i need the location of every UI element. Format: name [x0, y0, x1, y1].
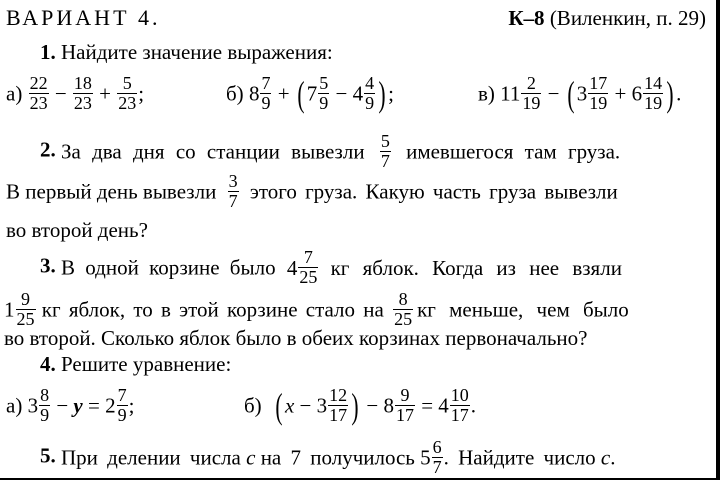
task-number: 4.: [40, 352, 56, 376]
denominator: 19: [589, 93, 608, 113]
variable-c: c: [600, 445, 611, 470]
denominator: 17: [450, 405, 469, 425]
fraction: [298, 248, 318, 287]
task3-line3: во второй. Сколько яблок было в обеих корзинах первоначально?: [4, 326, 588, 350]
task-text: Решите уравнение:: [61, 352, 232, 376]
fraction: [318, 74, 329, 113]
denominator: 23: [73, 93, 92, 113]
variable-x: x: [284, 393, 295, 418]
operator: −: [547, 81, 560, 106]
test-code: К–8: [508, 6, 545, 30]
denominator: 7: [432, 457, 442, 477]
denominator: 25: [16, 309, 35, 329]
operator: −: [335, 81, 348, 106]
fraction: [117, 386, 128, 425]
fraction: [39, 386, 50, 425]
numerator: 7: [117, 385, 127, 405]
item-label: б): [226, 81, 244, 106]
denominator: 25: [394, 309, 413, 329]
numerator: 5: [380, 131, 390, 151]
denominator: 9: [117, 405, 127, 425]
numerator: 5: [117, 74, 137, 94]
left-paren: (: [275, 385, 283, 426]
denominator: 23: [29, 93, 48, 113]
numerator: 3: [228, 171, 238, 191]
right-paren: ): [378, 73, 386, 114]
task-number: 2.: [40, 137, 56, 162]
denominator: 17: [395, 405, 414, 425]
fraction: [260, 74, 271, 113]
operator: −: [54, 81, 67, 106]
operator: +: [277, 81, 290, 106]
fraction: [643, 74, 663, 113]
operator: +: [99, 81, 112, 106]
variable-c: c: [246, 445, 256, 470]
task1-title: [40, 40, 333, 64]
denominator: 7: [228, 191, 238, 211]
task1-b: б) 8 $\frac{7}{9}$ + ( 7 $\frac{5}{9}$ − 4 $\frac{4}{9}$ ) ;: [226, 73, 394, 114]
numerator: 9: [395, 386, 415, 406]
denominator: 19: [644, 93, 663, 113]
header: [6, 6, 706, 30]
item-label: а): [6, 393, 23, 418]
numerator: 10: [450, 385, 469, 405]
denominator: 19: [522, 93, 541, 113]
task1-a: а) $\frac{22}{23}$ − $\frac{18}{23}$ + $\frac{5}{23}$ ;: [6, 73, 145, 113]
task2-line3: во второй день?: [6, 218, 148, 242]
denominator: 9: [365, 93, 375, 113]
task-number: 5.: [40, 443, 56, 468]
denominator: 25: [299, 267, 318, 287]
fraction: [395, 386, 415, 425]
fraction: [328, 386, 348, 425]
task4-a: а) 3 $\frac{8}{9}$ − y = 2 $\frac{7}{9}$ ;: [6, 385, 135, 425]
left-paren: (: [297, 73, 305, 114]
fraction: [29, 74, 49, 113]
fraction: [73, 74, 93, 113]
right-paren: ): [351, 385, 359, 426]
fraction: [228, 172, 239, 211]
numerator: 8: [40, 385, 50, 405]
right-paren: ): [666, 73, 674, 114]
numerator: 17: [589, 73, 608, 93]
denominator: 17: [329, 405, 348, 425]
task-number: 1.: [40, 40, 56, 64]
fraction: [450, 386, 470, 425]
numerator: 7: [298, 248, 318, 268]
variable-y: y: [73, 393, 83, 418]
fraction: [16, 290, 36, 329]
textbook-ref: (Виленкин, п. 29): [549, 6, 706, 30]
numerator: 22: [29, 73, 48, 93]
task-text: Найдите значение выражения:: [61, 40, 333, 64]
numerator: 14: [644, 73, 663, 93]
task-number: 3.: [40, 253, 56, 278]
numerator: 9: [16, 290, 36, 310]
fraction: [380, 132, 391, 171]
task2-line1: 2. За два дня со станции вывезли $\frac{5}{7}$ имевшегося там груза.: [40, 131, 621, 171]
item-label: б): [244, 393, 262, 418]
denominator: 9: [40, 405, 50, 425]
fraction: [364, 74, 375, 113]
task4-b: б) ( x − 3 $\frac{12}{17}$ ) − 8 $\frac{9}{17}$ = 4 $\frac{10}{17}$ .: [244, 385, 477, 426]
numerator: 8: [393, 290, 413, 310]
task3-line2: 1 $\frac{9}{25}$ кг яблок, то в этой корзине стало на $\frac{8}{25}$ кг меньше, чем было: [4, 289, 629, 329]
numerator: 12: [329, 385, 348, 405]
fraction: [432, 438, 443, 477]
task1-c: в) 11 $\frac{2}{19}$ − ( 3 $\frac{17}{19}$ + 6 $\frac{14}{19}$ ) .: [478, 73, 682, 114]
fraction: [393, 290, 413, 329]
task5: 5. При делении числа c на 7 получилось 5 $\frac{6}{7}$ . Найдите число c.: [40, 437, 616, 477]
denominator: 9: [261, 93, 271, 113]
header-source: [508, 6, 706, 30]
numerator: 2: [521, 74, 541, 94]
fraction: [117, 74, 137, 113]
numerator: 7: [261, 73, 271, 93]
item-label: а): [6, 81, 23, 106]
left-paren: (: [567, 73, 575, 114]
denominator: 23: [118, 93, 137, 113]
numerator: 4: [365, 73, 375, 93]
item-label: в): [478, 81, 495, 106]
variant-title: ВАРИАНТ 4.: [6, 5, 161, 30]
task4-title: [40, 352, 231, 376]
fraction: [588, 74, 608, 113]
numerator: 18: [73, 73, 92, 93]
operator: +: [614, 81, 627, 106]
numerator: 6: [432, 437, 442, 457]
denominator: 7: [380, 151, 390, 171]
task2-line2: В первый день вывезли $\frac{3}{7}$ этого груза. Какую часть груза вывезли: [6, 171, 618, 211]
fraction: [521, 74, 541, 113]
numerator: 5: [319, 73, 329, 93]
denominator: 9: [319, 93, 329, 113]
task3-line1: 3. В одной корзине было 4 $\frac{7}{25}$ кг яблок. Когда из нее взяли: [40, 247, 622, 287]
